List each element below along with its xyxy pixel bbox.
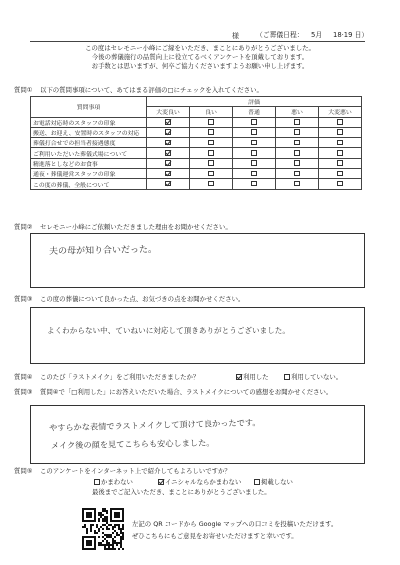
rating-row <box>31 138 362 148</box>
rating-checkbox[interactable] <box>251 150 257 156</box>
rating-checkbox[interactable] <box>337 171 343 177</box>
rating-header: 普通 <box>233 107 276 117</box>
rating-cell <box>276 148 319 158</box>
rating-cell <box>276 127 319 137</box>
rating-cell <box>190 179 233 189</box>
date-days: 18·19 日） <box>333 31 369 39</box>
intro-line-3: お手数とは思いますが、何卒ご協力くださいますようお願い申し上げます。 <box>91 62 309 70</box>
rating-cell <box>147 158 190 168</box>
rating-checkbox[interactable] <box>337 181 343 187</box>
option-ok-label: かまわない <box>101 478 133 486</box>
qr-code-icon[interactable] <box>82 508 124 550</box>
rating-checkbox[interactable] <box>294 171 300 177</box>
rating-checkbox[interactable] <box>337 160 343 166</box>
rating-checkbox[interactable] <box>294 181 300 187</box>
rating-row-label: 搬送、お迎え、安置時のスタッフの対応 <box>31 127 147 137</box>
option-not-used-label: 利用していない。 <box>291 373 343 381</box>
rating-checkbox[interactable] <box>294 129 300 135</box>
rating-cell <box>319 179 362 189</box>
q1-number: 質問① <box>14 86 33 94</box>
rating-cell <box>147 148 190 158</box>
rating-cell <box>233 138 276 148</box>
q5-answer-line-1: やすらかな表情でラストメイクして頂けて良かったです。 <box>48 417 261 433</box>
date-label: （ご葬儀日程： <box>256 31 304 39</box>
rating-rows <box>31 117 362 189</box>
rating-cell <box>147 138 190 148</box>
q4-option-used[interactable] <box>236 374 269 381</box>
rating-row <box>31 127 362 137</box>
rating-checkbox[interactable] <box>165 150 171 156</box>
q6-number: 質問⑤ <box>14 467 33 475</box>
intro-line-1: この度はセレモニー小峰にご縁をいただき、まことにありがとうございました。 <box>85 44 315 52</box>
rating-checkbox[interactable] <box>294 140 300 146</box>
rating-cell <box>233 169 276 179</box>
closing-text: 最後までご記入いただき、まことにありがとうございました。 <box>92 488 271 496</box>
checkbox-decline[interactable] <box>254 479 260 485</box>
col-header-rating: 評価 <box>147 97 362 107</box>
rating-header: 大変良い <box>147 107 190 117</box>
rating-checkbox[interactable] <box>294 160 300 166</box>
option-decline-label: 掲載しない <box>261 478 293 486</box>
intro-line-2: 今後の葬儀施行の品質向上に役立てるべくアンケートを頂戴しております。 <box>91 53 309 61</box>
q5-answer-line-2: メイク後の顔を見てこちらも安心しました。 <box>50 437 215 451</box>
rating-row-label: 精進落としなどのお食事 <box>31 158 147 168</box>
rating-checkbox[interactable] <box>208 181 214 187</box>
header-underline <box>30 41 365 42</box>
rating-cell <box>233 127 276 137</box>
rating-row <box>31 158 362 168</box>
rating-cell <box>276 138 319 148</box>
rating-row-label: 通夜・葬儀運営スタッフの印象 <box>31 169 147 179</box>
rating-cell <box>319 148 362 158</box>
rating-cell <box>319 138 362 148</box>
rating-row-label: 葬儀打合せでの担当者接遇態度 <box>31 138 147 148</box>
rating-row-label: お電話対応時のスタッフの印象 <box>31 117 147 127</box>
rating-checkbox[interactable] <box>251 171 257 177</box>
rating-checkbox[interactable] <box>337 119 343 125</box>
rating-cell <box>319 169 362 179</box>
rating-checkbox[interactable] <box>208 150 214 156</box>
rating-checkbox[interactable] <box>165 119 171 125</box>
rating-cell <box>319 117 362 127</box>
rating-checkbox[interactable] <box>165 171 171 177</box>
rating-checkbox[interactable] <box>208 129 214 135</box>
rating-row <box>31 169 362 179</box>
rating-checkbox[interactable] <box>208 171 214 177</box>
q4-option-not-used[interactable] <box>284 374 342 381</box>
col-header-items: 質問事項 <box>31 97 147 118</box>
rating-checkbox[interactable] <box>251 129 257 135</box>
rating-checkbox[interactable] <box>251 140 257 146</box>
date-month: 5月 <box>311 31 323 39</box>
rating-checkbox[interactable] <box>337 140 343 146</box>
rating-cell <box>190 169 233 179</box>
footer-line-1: 左記の QR コードから Google マップへの口コミを投稿いただけます。 <box>132 520 338 528</box>
option-initials-label: イニシャルならかまわない <box>165 478 242 486</box>
rating-row-label: この度の葬儀、全般について <box>31 179 147 189</box>
q3-answer: よくわからない中、ていねいに対応して頂きありがとうございました。 <box>47 326 290 335</box>
rating-row <box>31 117 362 127</box>
checkbox-not-used[interactable] <box>284 374 290 380</box>
q4-text: このたび「ラストメイク」をご利用いただきましたか？ <box>40 373 200 381</box>
rating-checkbox[interactable] <box>208 119 214 125</box>
checkbox-used[interactable] <box>236 374 242 380</box>
q1-text: 以下の質問事項について、あてはまる評価の□にチェックを入れてください。 <box>40 86 263 94</box>
rating-checkbox[interactable] <box>165 140 171 146</box>
q2-answer-box[interactable] <box>30 233 365 288</box>
rating-header: 大変悪い <box>319 107 362 117</box>
rating-checkbox[interactable] <box>251 160 257 166</box>
checkbox-initials[interactable] <box>158 479 164 485</box>
rating-checkbox[interactable] <box>251 119 257 125</box>
rating-checkbox[interactable] <box>165 181 171 187</box>
rating-checkbox[interactable] <box>165 160 171 166</box>
q5-answer-box[interactable] <box>30 405 365 464</box>
rating-cell <box>147 169 190 179</box>
q4-number: 質問④ <box>14 373 33 381</box>
rating-cell <box>319 127 362 137</box>
rating-checkbox[interactable] <box>208 160 214 166</box>
q6-option-initials[interactable] <box>158 479 241 486</box>
q5-number: 質問③ <box>14 388 33 396</box>
rating-checkbox[interactable] <box>337 150 343 156</box>
rating-cell <box>233 179 276 189</box>
rating-cell <box>276 179 319 189</box>
footer-line-2: ぜひこちらにもご意見をお寄せいただけますと幸いです。 <box>132 532 298 540</box>
rating-cell <box>147 127 190 137</box>
rating-table <box>30 96 362 190</box>
option-used-label: 利用した <box>243 373 269 381</box>
rating-row <box>31 148 362 158</box>
q6-text: このアンケートをインターネット上で紹介してもよろしいですか？ <box>40 467 231 475</box>
rating-cell <box>190 148 233 158</box>
rating-cell <box>276 158 319 168</box>
rating-cell <box>276 117 319 127</box>
rating-cell <box>147 117 190 127</box>
rating-checkbox[interactable] <box>337 129 343 135</box>
rating-checkbox[interactable] <box>294 150 300 156</box>
q5-text: 質問④で「□利用した」にお答えいただいた場合、ラストメイクについての感想をお聞かせください。 <box>40 388 333 396</box>
q2-text: セレモニー小峰にご依頼いただきました理由をお聞かせください。 <box>40 223 232 231</box>
rating-cell <box>190 158 233 168</box>
q3-answer-box[interactable] <box>30 307 365 364</box>
rating-cell <box>147 179 190 189</box>
rating-header: 良い <box>190 107 233 117</box>
rating-header: 悪い <box>276 107 319 117</box>
rating-row-label: ご利用いただいた葬儀式場について <box>31 148 147 158</box>
q3-number: 質問③ <box>14 295 33 303</box>
rating-checkbox[interactable] <box>208 140 214 146</box>
q3-text: この度の葬儀について良かった点、お気づきの点をお聞かせください。 <box>40 295 245 303</box>
rating-cell <box>190 127 233 137</box>
checkbox-ok[interactable] <box>94 479 100 485</box>
rating-row <box>31 179 362 189</box>
rating-cell <box>276 169 319 179</box>
rating-cell <box>233 117 276 127</box>
rating-checkbox[interactable] <box>251 181 257 187</box>
q6-option-ok[interactable] <box>94 479 133 486</box>
rating-cell <box>190 117 233 127</box>
rating-cell <box>233 158 276 168</box>
rating-cell <box>319 158 362 168</box>
q6-option-decline[interactable] <box>254 479 293 486</box>
header-sama: 様 <box>232 32 239 40</box>
q2-number: 質問② <box>14 223 33 231</box>
rating-cell <box>233 148 276 158</box>
rating-checkbox[interactable] <box>294 119 300 125</box>
rating-cell <box>190 138 233 148</box>
rating-checkbox[interactable] <box>165 129 171 135</box>
q2-answer: 夫の母が知り合いだった。 <box>48 245 158 257</box>
